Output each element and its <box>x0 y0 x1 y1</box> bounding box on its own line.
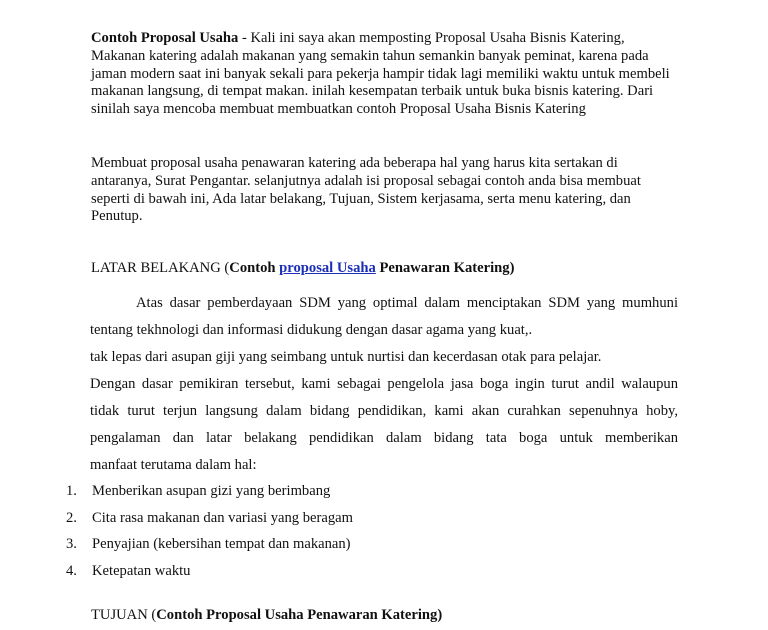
list-item <box>66 506 666 533</box>
latar-belakang-heading <box>91 259 691 277</box>
latar-belakang-body <box>90 291 678 480</box>
tujuan-prefix: TUJUAN ( <box>91 607 157 623</box>
list-number: 2. <box>66 509 77 526</box>
body-line: manfaat terutama dalam hal: <box>90 457 257 473</box>
body-line: pengalaman dan latar belakang pendidikan dalam bidang tata boga untuk memberikan <box>90 430 678 446</box>
list-text: Cita rasa makanan dan variasi yang beragam <box>92 509 353 526</box>
list-item <box>66 479 666 506</box>
list-item <box>66 532 666 559</box>
proposal-usaha-link[interactable]: proposal Usaha <box>279 260 376 276</box>
intro-paragraph <box>91 30 681 119</box>
latar-prefix: LATAR BELAKANG ( <box>91 260 230 276</box>
list-number: 1. <box>66 483 77 499</box>
intro-lead-bold: Contoh Proposal Usaha <box>91 30 239 46</box>
list-text: Ketepatan waktu <box>92 563 191 580</box>
body-line: Dengan dasar pemikiran tersebut, kami sebagai pengelola jasa boga ingin turut andil walaupun <box>90 376 678 392</box>
body-line: tentang tekhnologi dan informasi didukung dengan dasar agama yang kuat,. <box>90 322 533 338</box>
tujuan-heading <box>91 606 691 624</box>
list-item <box>66 559 666 586</box>
list-number: 3. <box>66 536 77 553</box>
proposal-structure-paragraph: Membuat proposal usaha penawaran katering ada beberapa hal yang harus kita sertakan di antaranya, Surat Pengantar. selanjutnya adalah isi proposal sebagai contoh anda bisa membuat seperti di bawah ini, Ada latar belakang, Tujuan, Sistem kerjasama, serta menu katering, dan Penutup. <box>91 155 641 225</box>
body-line: tak lepas dari asupan giji yang seimbang untuk nurtisi dan kecerdasan otak para pelajar. <box>90 349 602 365</box>
body-line: Atas dasar pemberdayaan SDM yang optimal dalam menciptakan SDM yang mumhuni <box>136 295 678 311</box>
list-text: Menberikan asupan gizi yang berimbang <box>92 483 331 499</box>
list-number: 4. <box>66 563 77 580</box>
intro-text: - Kali ini saya akan memposting Proposal Usaha Bisnis Katering, Makanan katering adalah makanan yang semakin tahun semankin banyak peminat, karena pada jaman modern saat ini banyak sekali para pekerja hampir tidak lagi memiliki waktu untuk membeli makanan langsung, di tempat makan. inilah kesempatan terbaik untuk buka bisnis katering. Dari sinilah saya mencoba membuat membuatkan contoh Proposal Usaha Bisnis Katering <box>91 30 670 118</box>
latar-suffix: ) <box>509 260 515 276</box>
tujuan-bold: Contoh Proposal Usaha Penawaran Katering <box>156 607 438 623</box>
benefit-list <box>66 479 666 586</box>
latar-bold-before: Contoh <box>229 260 280 276</box>
tujuan-suffix: ) <box>437 607 443 623</box>
latar-bold-after: Penawaran Katering <box>375 260 510 276</box>
list-text: Penyajian (kebersihan tempat dan makanan) <box>92 536 351 553</box>
body-line: tidak turut terjun langsung dalam bidang pendidikan, kami akan curahkan sepenuhnya hoby, <box>90 403 678 419</box>
